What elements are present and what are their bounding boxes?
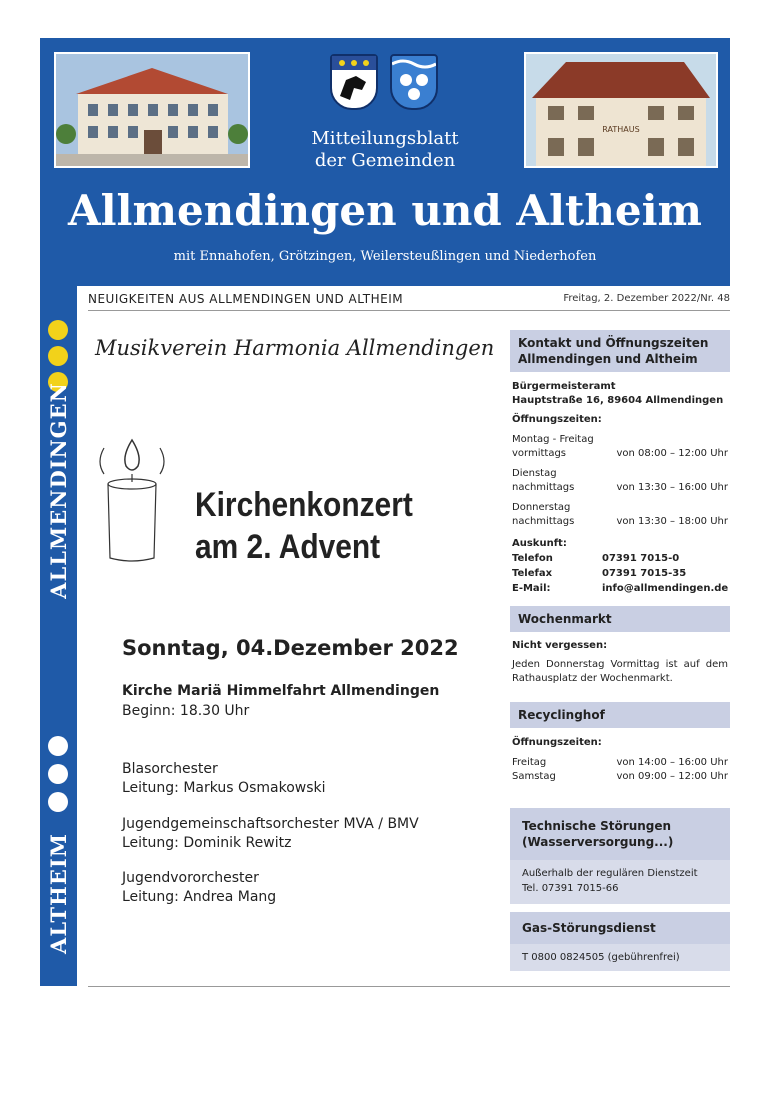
phone-label: Telefon (512, 553, 553, 564)
coat-of-arms-allmendingen-icon (330, 54, 378, 110)
recycling-box (510, 702, 730, 784)
tech-fault-box (510, 808, 730, 904)
recycling-heading: Recyclinghof (510, 702, 730, 728)
tech-heading-line-2: (Wasserversorgung...) (522, 835, 674, 849)
hours-time: von 13:30 – 18:00 Uhr (616, 516, 728, 527)
masthead-subtitle-2: der Gemeinden (314, 150, 456, 171)
mail-address: info@allmendingen.de (602, 583, 729, 594)
ensemble-lead: Leitung: Markus Osmakowski (122, 780, 326, 796)
tech-note (510, 860, 730, 904)
town-hall-photo-allmendingen (54, 52, 250, 168)
hours-time: von 08:00 – 12:00 Uhr (616, 448, 728, 459)
hours-part: vormittags (512, 448, 567, 459)
hours-day: Donnerstag (512, 502, 571, 513)
ensemble-lead: Leitung: Andrea Mang (122, 889, 277, 905)
market-reminder: Nicht vergessen: (512, 640, 608, 651)
fax-number: 07391 7015-35 (602, 568, 687, 579)
issue-line (88, 292, 730, 311)
tech-line-1: Außerhalb der regulären Dienstzeit (522, 868, 698, 879)
contact-heading: Kontakt und Öffnungszeiten Allmendingen und Altheim (510, 330, 730, 372)
coat-of-arms-altheim-icon (390, 54, 438, 110)
club-name: Musikverein Harmonia Allmendingen (95, 336, 495, 360)
tech-line-2: Tel. 07391 7015-66 (522, 883, 619, 894)
ensemble-name: Jugendgemeinschaftsorchester MVA / BMV (122, 816, 419, 832)
hours-entry (512, 501, 728, 529)
hours-day: Dienstag (512, 468, 557, 479)
tech-heading-line-1: Technische Störungen (522, 819, 672, 833)
ensemble-name: Blasorchester (122, 761, 218, 777)
hours-entry (512, 433, 728, 461)
contact-box (510, 330, 730, 596)
tech-heading (510, 808, 730, 860)
concert-date: Sonntag, 04.Dezember 2022 (122, 636, 459, 660)
market-heading: Wochenmarkt (510, 606, 730, 632)
gas-heading: Gas-Störungsdienst (510, 912, 730, 944)
market-text: Jeden Donnerstag Vormittag ist auf dem Rathausplatz der Wochenmarkt. (512, 659, 728, 684)
hours-day: Montag - Freitag (512, 434, 594, 445)
hours-part: nachmittags (512, 516, 575, 527)
market-box (510, 606, 730, 686)
recycling-day: Samstag (512, 771, 556, 782)
news-label: NEUIGKEITEN AUS ALLMENDINGEN UND ALTHEIM (88, 292, 404, 306)
concert-title (195, 484, 413, 568)
side-label-allmendingen: ALLMENDINGEN (46, 382, 71, 599)
issue-date: Freitag, 2. Dezember 2022/Nr. 48 (563, 293, 730, 304)
recycling-row (512, 756, 728, 770)
recycling-time: von 09:00 – 12:00 Uhr (616, 771, 728, 782)
hours-label: Öffnungszeiten: (512, 414, 602, 425)
bottom-rule (88, 986, 730, 987)
gas-phone: T 0800 0824505 (gebührenfrei) (510, 944, 730, 971)
side-band (40, 286, 77, 986)
recycling-time: von 14:00 – 16:00 Uhr (616, 757, 728, 768)
info-label: Auskunft: (512, 538, 567, 549)
contact-details (512, 551, 728, 596)
masthead-subtitle-1: Mitteilungsblatt (311, 128, 459, 149)
concert-venue: Kirche Mariä Himmelfahrt Allmendingen (122, 683, 440, 699)
fax-label: Telefax (512, 568, 553, 579)
concert-title-line-2: am 2. Advent (195, 528, 381, 566)
masthead-towns: mit Ennahofen, Grötzingen, Weilersteußlingen und Niederhofen (173, 249, 597, 264)
hours-time: von 13:30 – 16:00 Uhr (616, 482, 728, 493)
town-hall-photo-altheim (524, 52, 718, 168)
masthead (40, 38, 730, 286)
phone-number: 07391 7015-0 (602, 553, 680, 564)
hours-part: nachmittags (512, 482, 575, 493)
hours-entry (512, 467, 728, 495)
ensemble-item (122, 760, 326, 798)
recycling-hours-label: Öffnungszeiten: (512, 737, 602, 748)
concert-title-line-1: Kirchenkonzert (195, 486, 413, 524)
recycling-day: Freitag (512, 757, 547, 768)
ensemble-lead: Leitung: Dominik Rewitz (122, 835, 292, 851)
recycling-row (512, 770, 728, 784)
ensemble-item (122, 815, 419, 853)
side-label-altheim: ALTHEIM (46, 833, 71, 954)
ensemble-item (122, 869, 276, 907)
masthead-title: Allmendingen und Altheim (68, 186, 702, 235)
ensemble-name: Jugendvororchester (122, 870, 259, 886)
candle-icon (92, 428, 182, 568)
office-address: Hauptstraße 16, 89604 Allmendingen (512, 395, 724, 406)
rathaus-sign: RATHAUS (602, 125, 640, 134)
concert-start: Beginn: 18.30 Uhr (122, 703, 250, 719)
mail-label: E-Mail: (512, 583, 551, 594)
office-name: Bürgermeisteramt (512, 381, 616, 392)
gas-box (510, 912, 730, 971)
